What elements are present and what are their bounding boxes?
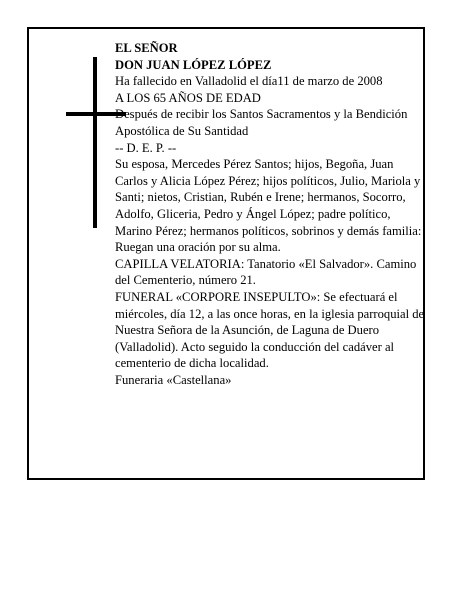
age-line: A LOS 65 AÑOS DE EDAD [115,90,261,105]
obituary-text [115,40,427,388]
funeral-home: Funeraria «Castellana» [115,372,232,387]
deceased-name: DON JUAN LÓPEZ LÓPEZ [115,57,272,72]
obituary-notice [27,27,425,480]
death-info: Ha fallecido en Valladolid el día11 de marzo de 2008 [115,74,383,89]
family-list: Su esposa, Mercedes Pérez Santos; hijos, Begoña, Juan Carlos y Alicia López Pérez; hijos políticos, Julio, Mariola y Santi; nietos, Cristian, Rubén e Irene; hermanos, Socorro, Adolfo, Gliceria, Pedro y Ángel López; padre político, Marino Pérez; hermanos políticos, sobrinos y demás familia: [115,157,422,238]
dep-line: -- D. E. P. -- [115,140,177,155]
sacraments-line: Después de recibir los Santos Sacramentos y la Bendición Apostólica de Su Santidad [115,107,408,138]
cross-vertical-bar [93,57,97,228]
funeral-info: FUNERAL «CORPORE INSEPULTO»: Se efectuará el miércoles, día 12, a las once horas, en la iglesia parroquial de Nuestra Señora de la Asunción, de Laguna de Duero (Valladolid). Acto seguido la conducción del cadáver al cementerio de dicha localidad. [115,289,425,371]
prayer-line: Ruegan una oración por su alma. [115,240,281,255]
chapel-info: CAPILLA VELATORIA: Tanatorio «El Salvador». Camino del Cementerio, número 21. [115,256,417,288]
obituary-title: EL SEÑOR [115,41,178,55]
